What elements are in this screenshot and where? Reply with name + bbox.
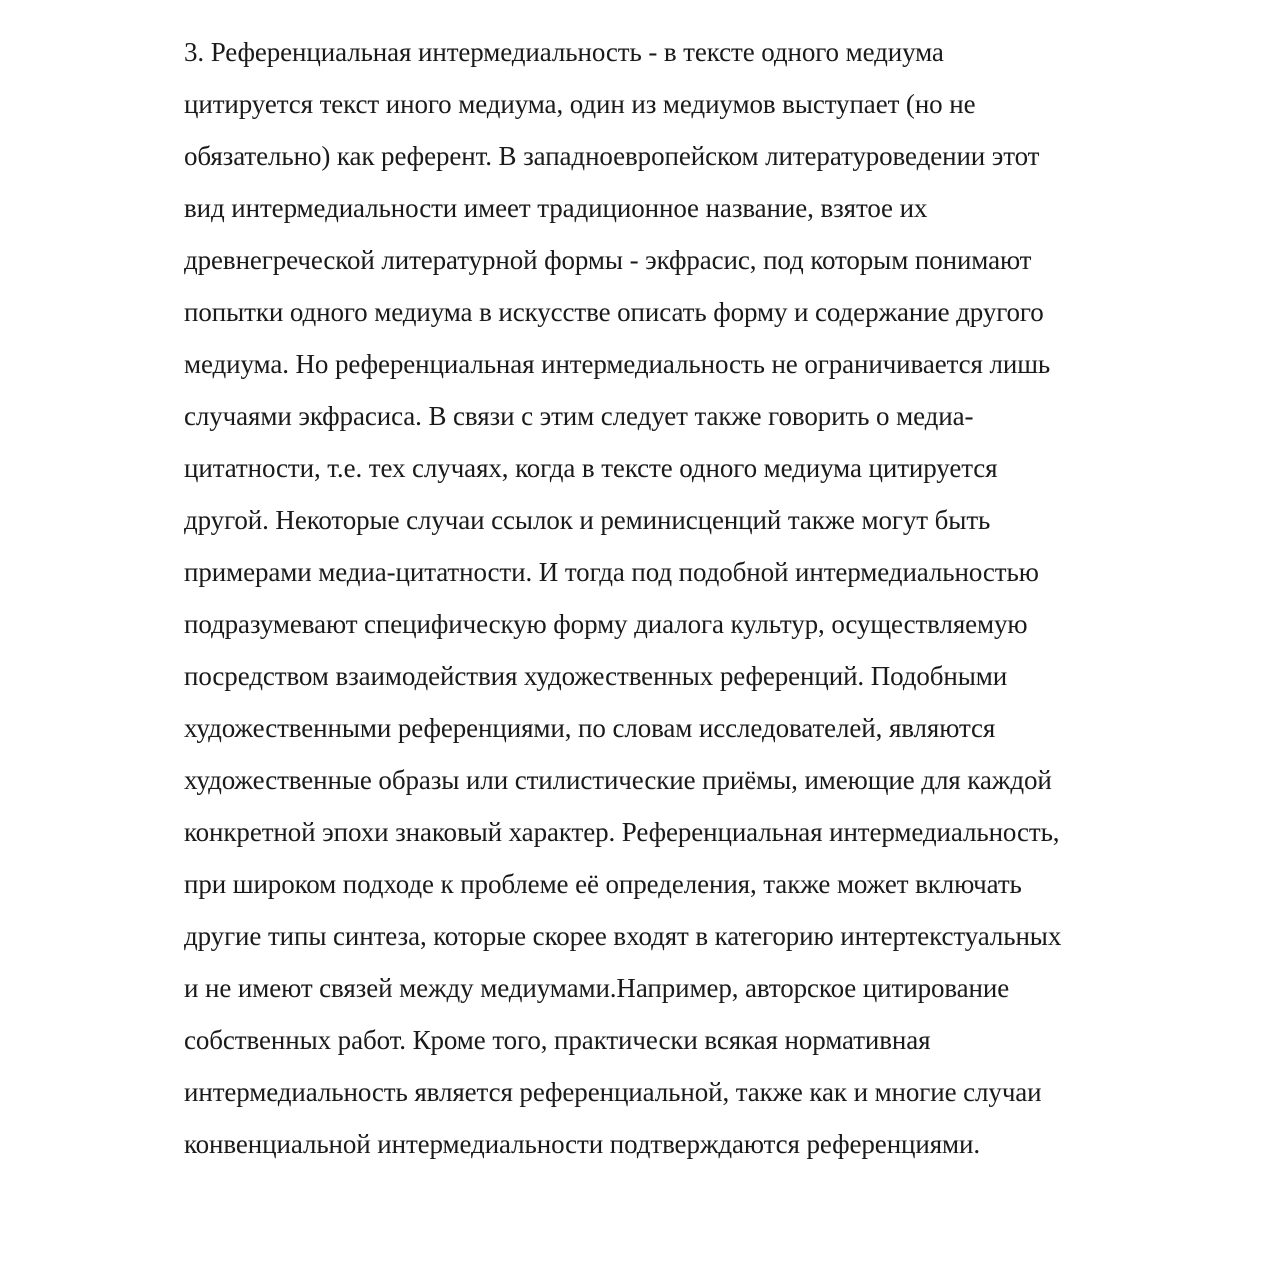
text-line: художественными референциями, по словам исследователей, являются [184,713,996,743]
text-line: древнегреческой литературной формы - экфрасис, под которым понимают [184,245,1032,275]
text-line: интермедиальность является референциальной, также как и многие случаи [184,1077,1042,1107]
text-line: вид интермедиальности имеет традиционное название, взятое их [184,193,928,223]
text-line: цитируется текст иного медиума, один из медиумов выступает (но не [184,89,976,119]
text-line: художественные образы или стилистические приёмы, имеющие для каждой [184,765,1052,795]
text-line: случаями экфрасиса. В связи с этим следует также говорить о медиа- [184,401,974,431]
text-line: примерами медиа-цитатности. И тогда под подобной интермедиальностью [184,557,1039,587]
text-line: цитатности, т.е. тех случаях, когда в тексте одного медиума цитируется [184,453,998,483]
text-line: и не имеют связей между медиумами.Например, авторское цитирование [184,973,1010,1003]
text-line: 3. Референциальная интермедиальность - в тексте одного медиума [184,37,944,67]
text-line: конвенциальной интермедиальности подтверждаются референциями. [184,1129,981,1159]
text-line: при широком подходе к проблеме её определения, также может включать [184,869,1022,899]
text-line: собственных работ. Кроме того, практически всякая нормативная [184,1025,931,1055]
text-line: попытки одного медиума в искусстве описать форму и содержание другого [184,297,1044,327]
text-line: другой. Некоторые случаи ссылок и реминисценций также могут быть [184,505,991,535]
text-line: другие типы синтеза, которые скорее входят в категорию интертекстуальных [184,921,1062,951]
paragraph-referential-intermediality [184,26,1194,1170]
text-line: посредством взаимодействия художественных референций. Подобными [184,661,1008,691]
text-line: конкретной эпохи знаковый характер. Референциальная интермедиальность, [184,817,1060,847]
text-line: медиума. Но референциальная интермедиальность не ограничивается лишь [184,349,1051,379]
text-line: обязательно) как референт. В западноевропейском литературоведении этот [184,141,1040,171]
text-line: подразумевают специфическую форму диалога культур, осуществляемую [184,609,1028,639]
document-page [184,26,1194,1170]
